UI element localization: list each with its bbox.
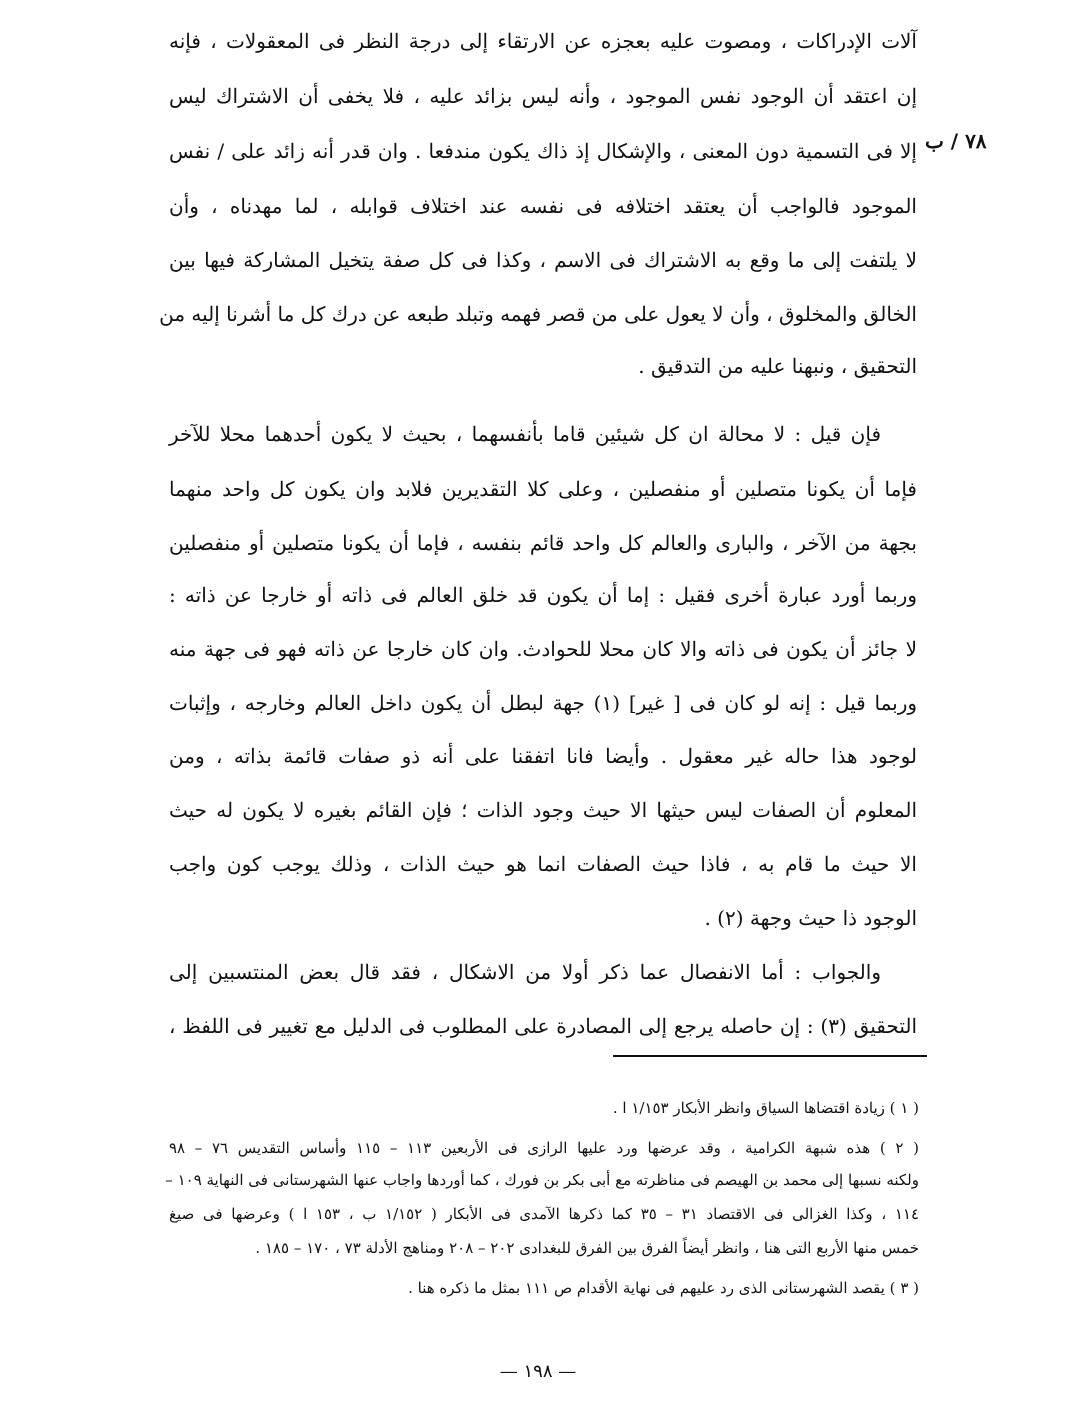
body-line: المعلوم أن الصفات ليس حيثها الا حيث وجود الذات ؛ فإن القائم بغيره لا يكون له حيث xyxy=(169,798,917,822)
footnote-line: ( ١ ) زيادة اقتضاها السياق وانظر الأبكار ١/١٥٣ ا . xyxy=(612,1099,919,1117)
body-line: إلا فى التسمية دون المعنى ، والإشكال إذ ذاك يكون مندفعا . وان قدر أنه زائد على / نفس xyxy=(169,139,917,163)
body-line: فإن قيل : لا محالة ان كل شيئين قاما بأنفسهما ، بحيث لا يكون أحدهما محلا للآخر xyxy=(169,422,881,446)
body-line: فإما أن يكونا متصلين أو منفصلين ، وعلى كلا التقديرين فلابد وان يكون كل واحد منهما xyxy=(169,477,917,501)
body-line: وربما قيل : إنه لو كان فى [ غير] (١) جهة لبطل أن يكون داخل العالم وخارجه ، وإثبات xyxy=(169,691,918,715)
footnote-line: ١١٤ ، وكذا الغزالى فى الاقتصاد ٣١ – ٣٥ كما ذكرها الآمدى فى الأبكار ( ١/١٥٢ ب ، ١٥٣ ا ) وعرضها فى صيغ xyxy=(169,1205,919,1223)
footnote-line: خمس منها الأربع التى هنا ، وانظر أيضاً الفرق بين الفرق للبغدادى ٢٠٢ – ٢٠٨ ومناهج الأدلة ٧٣ ، ١٧٠ – ١٨٥ . xyxy=(255,1239,919,1257)
body-line: الوجود ذا حيث وجهة (٢) . xyxy=(704,906,917,930)
body-line: بجهة من الآخر ، والبارى والعالم كل واحد قائم بنفسه ، فإما أن يكونا متصلين أو منفصلين xyxy=(169,531,917,555)
body-line: التحقيق (٣) : إن حاصله يرجع إلى المصادرة على المطلوب فى الدليل مع تغيير فى اللفظ ، xyxy=(169,1014,917,1038)
footnote-separator xyxy=(613,1055,927,1057)
footnote-line: ( ٣ ) يقصد الشهرستانى الذى رد عليهم فى نهاية الأقدام ص ١١١ بمثل ما ذكره هنا . xyxy=(408,1279,919,1297)
body-line: لا يلتفت إلى ما وقع به الاشتراك فى الاسم ، وكذا فى كل صفة يتخيل المشاركة فيها بين xyxy=(169,248,917,272)
body-line: الموجود فالواجب أن يعتقد اختلافه فى نفسه عند اختلاف قوابله ، لما مهدناه ، وأن xyxy=(169,194,917,218)
footnote-line: ولكنه نسبها إلى محمد بن الهيصم فى مناظرته مع أبى بكر بن فورك ، كما أوردها واجاب عنها الشهرستانى فى النهاية ١٠٩ – xyxy=(165,1171,919,1189)
body-line: لا جائز أن يكون فى ذاته والا كان محلا للحوادث. وان كان خارجا عن ذاته فهو فى جهة منه xyxy=(169,637,917,661)
footnote-line: ( ٢ ) هذه شبهة الكرامية ، وقد عرضها ورد عليها الرازى فى الأربعين ١١٣ – ١١٥ وأساس التقديس ٧٦ – ٩٨ xyxy=(169,1139,919,1157)
page-number: — ١٩٨ — xyxy=(499,1361,577,1382)
body-line: آلات الإدراكات ، ومصوت عليه بعجزه عن الارتقاء إلى درجة النظر فى المعقولات ، فإنه xyxy=(169,29,917,53)
body-line: والجواب : أما الانفصال عما ذكر أولا من الاشكال ، فقد قال بعض المنتسبين إلى xyxy=(169,960,881,984)
margin-folio-reference: ٧٨ / ب xyxy=(925,129,987,153)
body-line: لوجود هذا حاله غير معقول . وأيضا فانا اتفقنا على أنه ذو صفات قائمة بذاته ، ومن xyxy=(169,744,917,768)
body-line: وربما أورد عبارة أخرى فقيل : إما أن يكون قد خلق العالم فى ذاته أو خارجا عن ذاته : xyxy=(169,583,917,607)
body-line: الا حيث ما قام به ، فاذا حيث الصفات انما هو حيث الذات ، وذلك يوجب كون واجب xyxy=(169,852,917,876)
body-line: الخالق والمخلوق ، وأن لا يعول على من قصر فهمه وتبلد طبعه عن درك كل ما أشرنا إليه من xyxy=(159,302,917,326)
body-line: التحقيق ، ونبهنا عليه من التدقيق . xyxy=(638,354,917,378)
body-line: إن اعتقد أن الوجود نفس الموجود ، وأنه ليس بزائد عليه ، فلا يخفى أن الاشتراك ليس xyxy=(169,84,917,108)
